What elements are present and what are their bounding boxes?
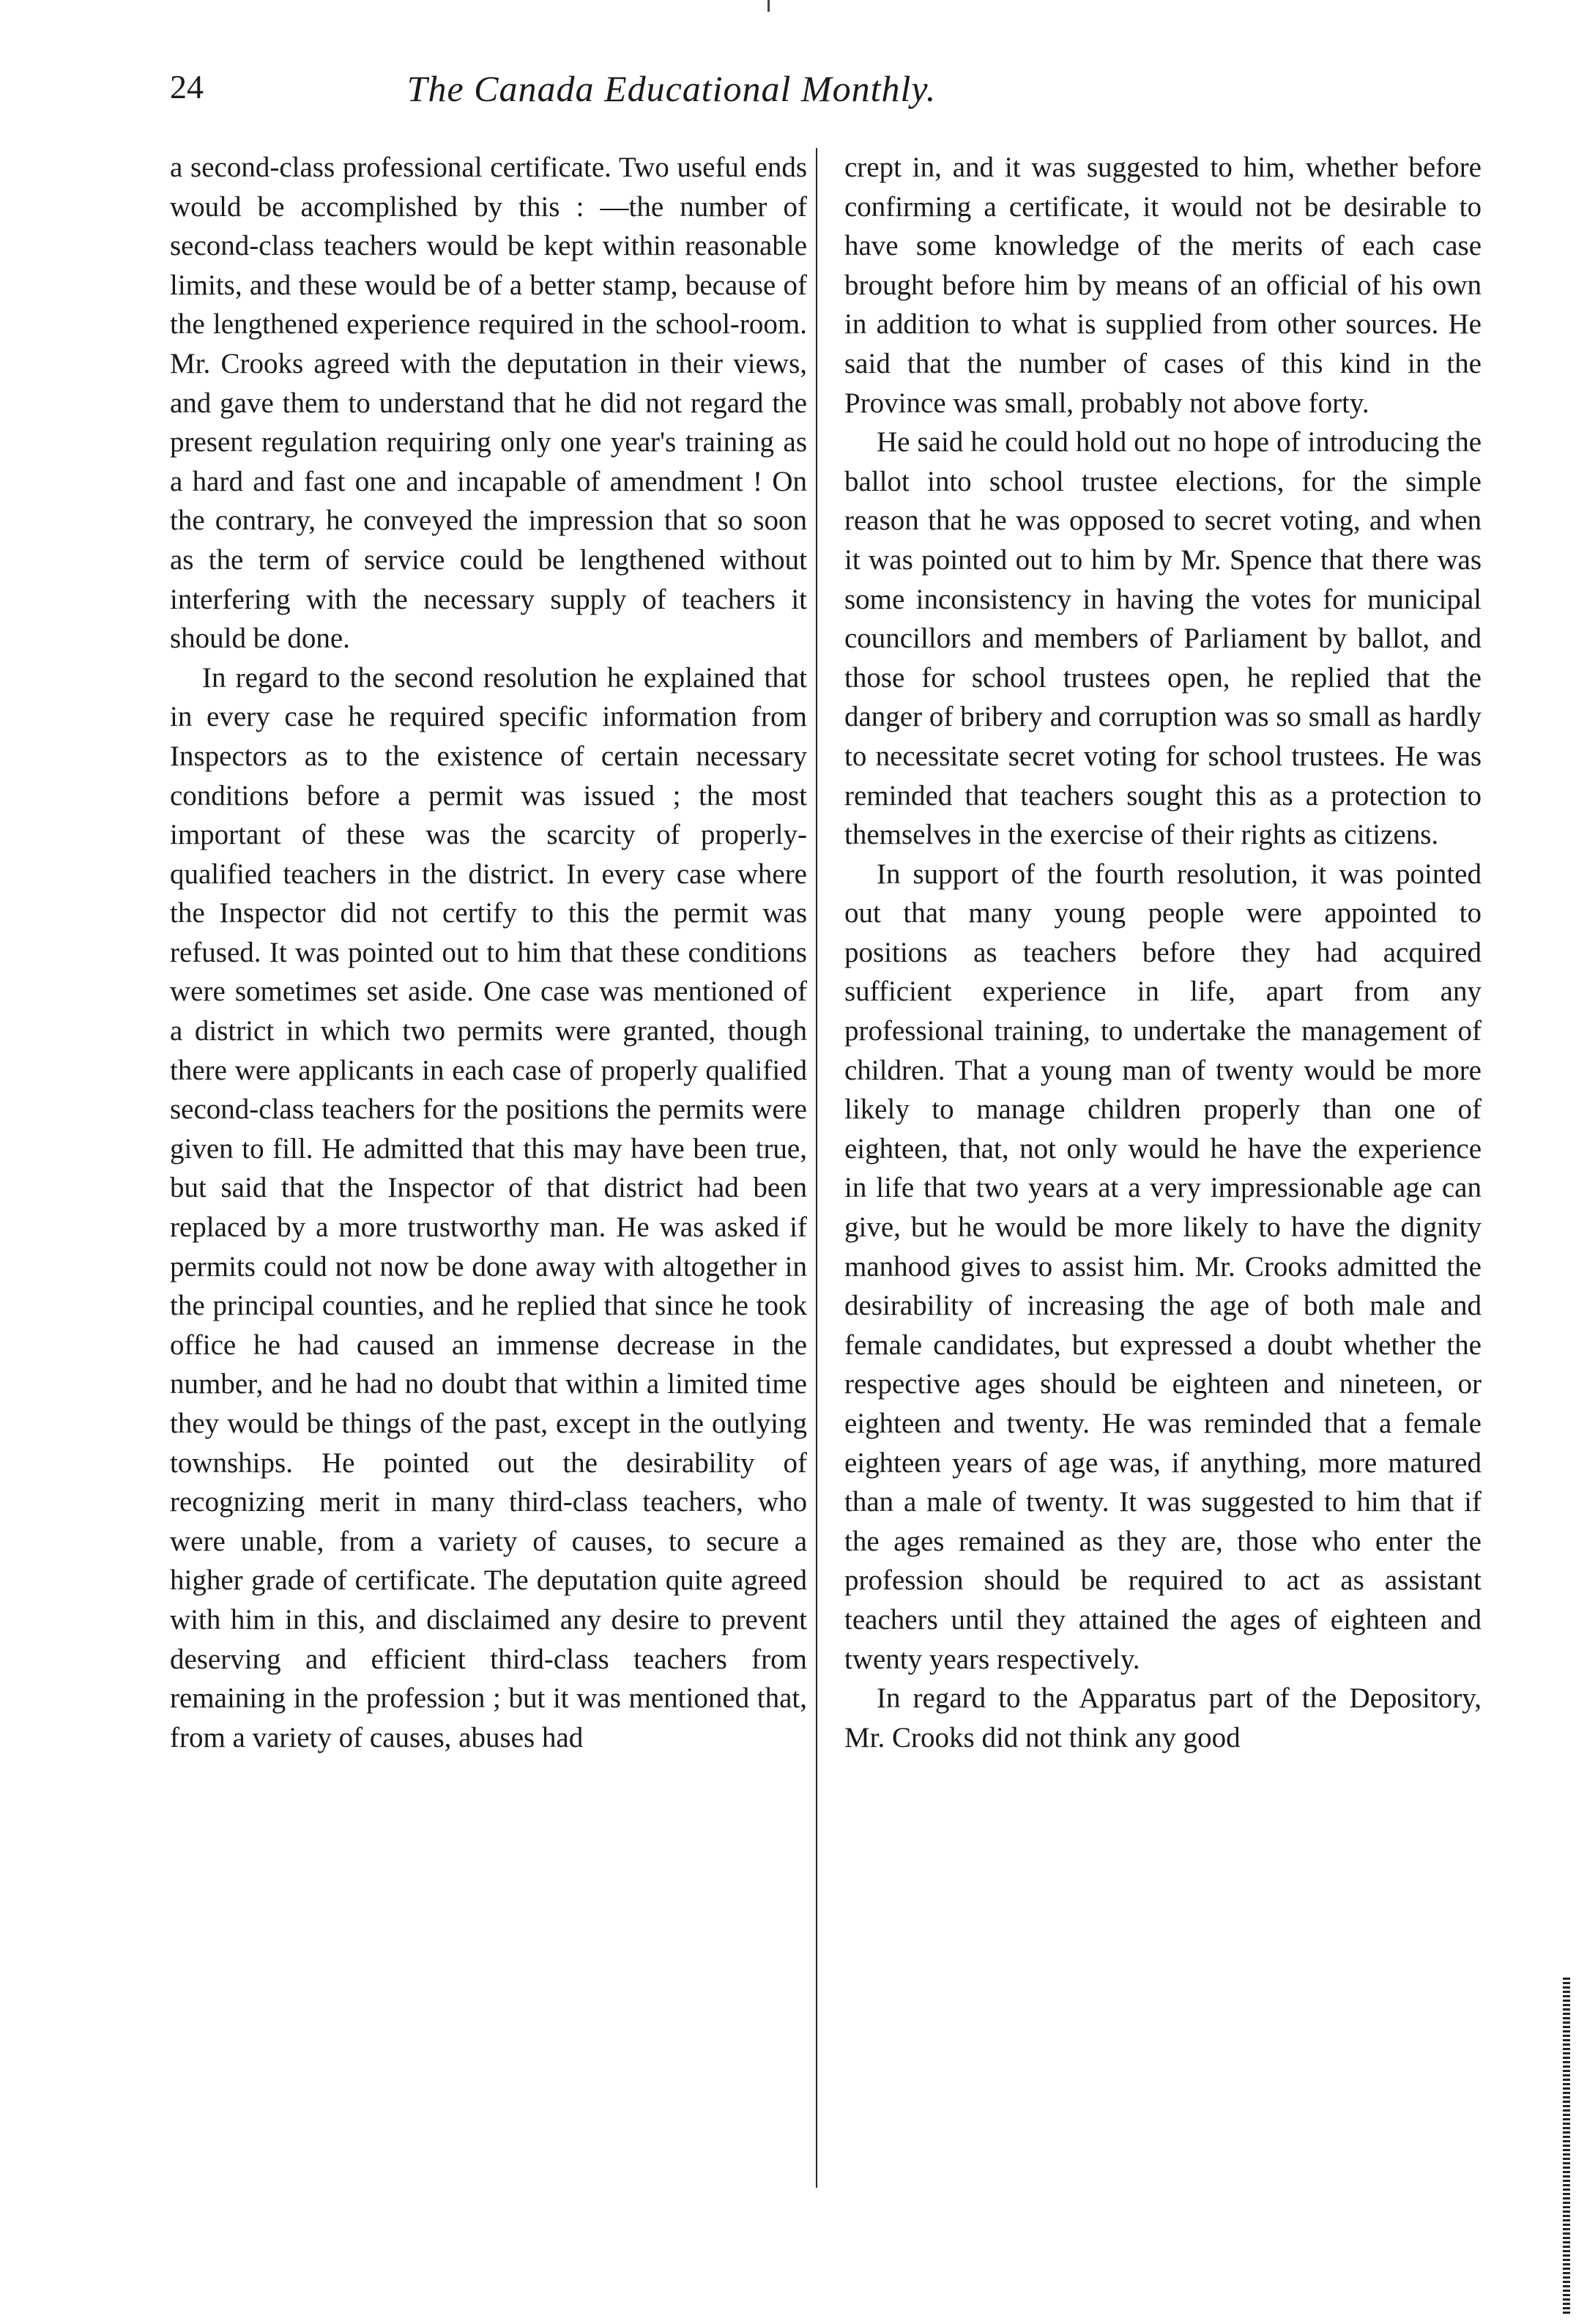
print-mark <box>767 0 770 12</box>
paragraph: In support of the fourth resolution, it was pointed out that many young people were appointed to positions as teachers before they had acquired sufficient experience in life, apart from any professional training, to undertake the management of children. That a young man of twenty would be more likely to manage children properly than one of eighteen, that, not only would he have the experience in life that two years at a very impressionable age can give, but he would be more likely to have the dignity manhood gives to assist him. Mr. Crooks admitted the desirability of increasing the age of both male and female candidates, but expressed a doubt whether the respective ages should be eighteen and nineteen, or eighteen and twenty. He was reminded that a female eighteen years of age was, if anything, more matured than a male of twenty. It was suggested to him that if the ages remained as they are, those who enter the profession should be required to act as assistant teachers until they attained the ages of eighteen and twenty years respectively. <box>844 858 1482 1675</box>
page-edge-mark <box>1563 1978 1570 2314</box>
paragraph: He said he could hold out no hope of introducing the ballot into school trustee elections, for the simple reason that he was opposed to secret voting, and when it was pointed out to him by Mr. Spence that there was some inconsistency in having the votes for municipal councillors and members of Parliament by ballot, and those for school trustees open, he replied that the danger of bribery and corruption was so small as hardly to necessitate secret voting for school trustees. He was reminded that teachers sought this as a protection to themselves in the exercise of their rights as citizens. <box>844 426 1482 851</box>
paragraph: In regard to the second resolution he explained that in every case he required specific information from Inspectors as to the existence of certain necessary conditions before a permit was issued ; the most important of these was the scarcity of properly-qualified teachers in the district. In every case where the Inspector did not certify to this the permit was refused. It was pointed out to him that these conditions were sometimes set aside. One case was mentioned of a district in which two permits were granted, though there were applicants in each case of properly qualified second-class teachers for the positions the permits were given to fill. He admitted that this may have been true, but said that the Inspector of that district had been replaced by a more trustworthy man. He was asked if permits could not now be done away with altogether in the principal counties, and he replied that since he took office he had caused an immense decrease in the number, and he had no doubt that within a limited time they would be things of the past, except in the outlying townships. He pointed out the desirability of recognizing merit in many third-class teachers, who were unable, from a variety of causes, to secure a higher grade of certificate. The deputation quite agreed with him in this, and disclaimed any desire to prevent deserving and efficient third-class teachers from remaining in the profession ; but it was mentioned that, from a variety of causes, abuses had <box>170 661 807 1753</box>
column-divider <box>816 148 817 2188</box>
left-column <box>170 148 807 1757</box>
page-header <box>170 67 1173 126</box>
paragraph: In regard to the Apparatus part of the Depository, Mr. Crooks did not think any good <box>844 1682 1482 1753</box>
page-number: 24 <box>170 68 204 105</box>
paragraph: crept in, and it was suggested to him, whether before confirming a certificate, it would not be desirable to have some knowledge of the merits of each case brought before him by means of an official of his own in addition to what is supplied from other sources. He said that the number of cases of this kind in the Province was small, probably not above forty. <box>844 152 1482 419</box>
running-title: The Canada Educational Monthly. <box>406 68 937 109</box>
right-column <box>844 148 1482 1757</box>
paragraph: a second-class professional certificate. Two useful ends would be accomplished by this : —the number of second-class teachers would be kept within reasonable limits, and these would be of a better stamp, because of the lengthened experience required in the school-room. Mr. Crooks agreed with the deputation in their views, and gave them to understand that he did not regard the present regulation requiring only one year's training as a hard and fast one and incapable of amendment ! On the contrary, he conveyed the impression that so soon as the term of service could be lengthened without interfering with the necessary supply of teachers it should be done. <box>170 152 807 655</box>
